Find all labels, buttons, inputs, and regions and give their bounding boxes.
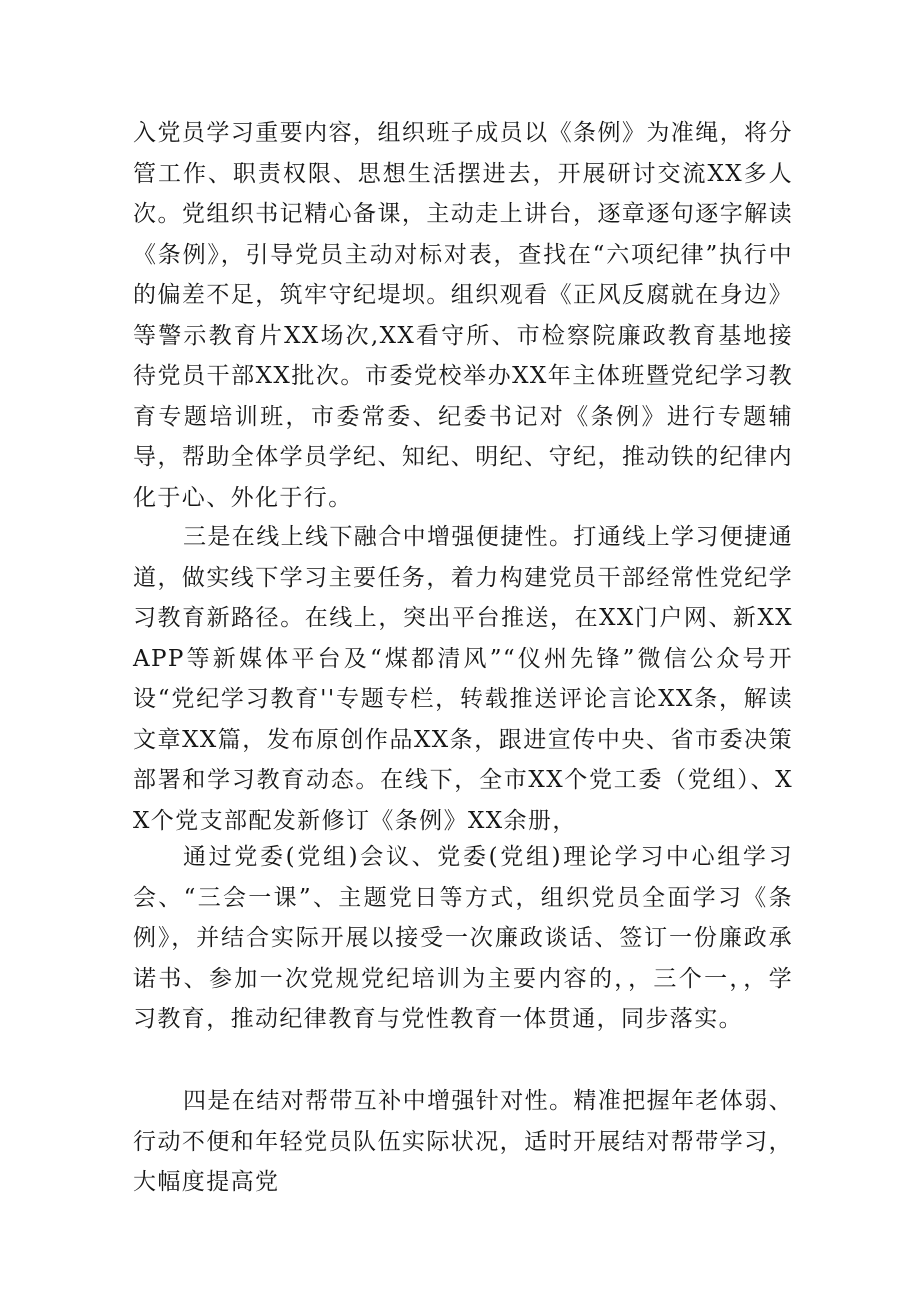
paragraph-online-offline-integration: 三是在线上线下融合中增强便捷性。打通线上学习便捷通道，做实线下学习主要任务，着力构建党员干部经常性党纪学习教育新路径。在线上，突出平台推送，在XX门户网、新XXAPP等新媒体平台及“煤都清风”“仪州先锋”微信公众号开设“党纪学习教育''专题专栏，转载推送评论言论XX条，解读文章XX篇，发布原创作品XX条，跟进宣传中央、省市委决策部署和学习教育动态。在线下，全市XX个党工委（党组）、XX个党支部配发新修订《条例》XX余册， [133,524,793,834]
paragraph-discipline-study-continuation: 入党员学习重要内容，组织班子成员以《条例》为准绳，将分管工作、职责权限、思想生活摆进去，开展研讨交流XX多人次。党组织书记精心备课，主动走上讲台，逐章逐句逐字解读《条例》，引导党员主动对标对表，查找在“六项纪律”执行中的偏差不足，筑牢守纪堤坝。组织观看《正风反腐就在身边》等警示教育片XX场次,XX看守所、市检察院廉政教育基地接待党员干部XX批次。市委党校举办XX年主体班暨党纪学习教育专题培训班，市委常委、纪委书记对《条例》进行专题辅导，帮助全体学员学纪、知纪、明纪、守纪，推动铁的纪律内化于心、外化于行。 [133,120,793,511]
paragraph-paired-mentoring: 四是在结对帮带互补中增强针对性。精准把握年老体弱、行动不便和年轻党员队伍实际状况，适时开展结对帮带学习，大幅度提高党 [133,1088,793,1195]
paragraph-party-committee-meetings: 通过党委(党组)会议、党委(党组)理论学习中心组学习会、“三会一课”、主题党日等方式，组织党员全面学习《条例》，并结合实际开展以接受一次廉政谈话、签订一份廉政承诺书、参加一次党规党纪培训为主要内容的，，三个一，，学习教育，推动纪律教育与党性教育一体贯通，同步落实。 [133,844,793,1032]
